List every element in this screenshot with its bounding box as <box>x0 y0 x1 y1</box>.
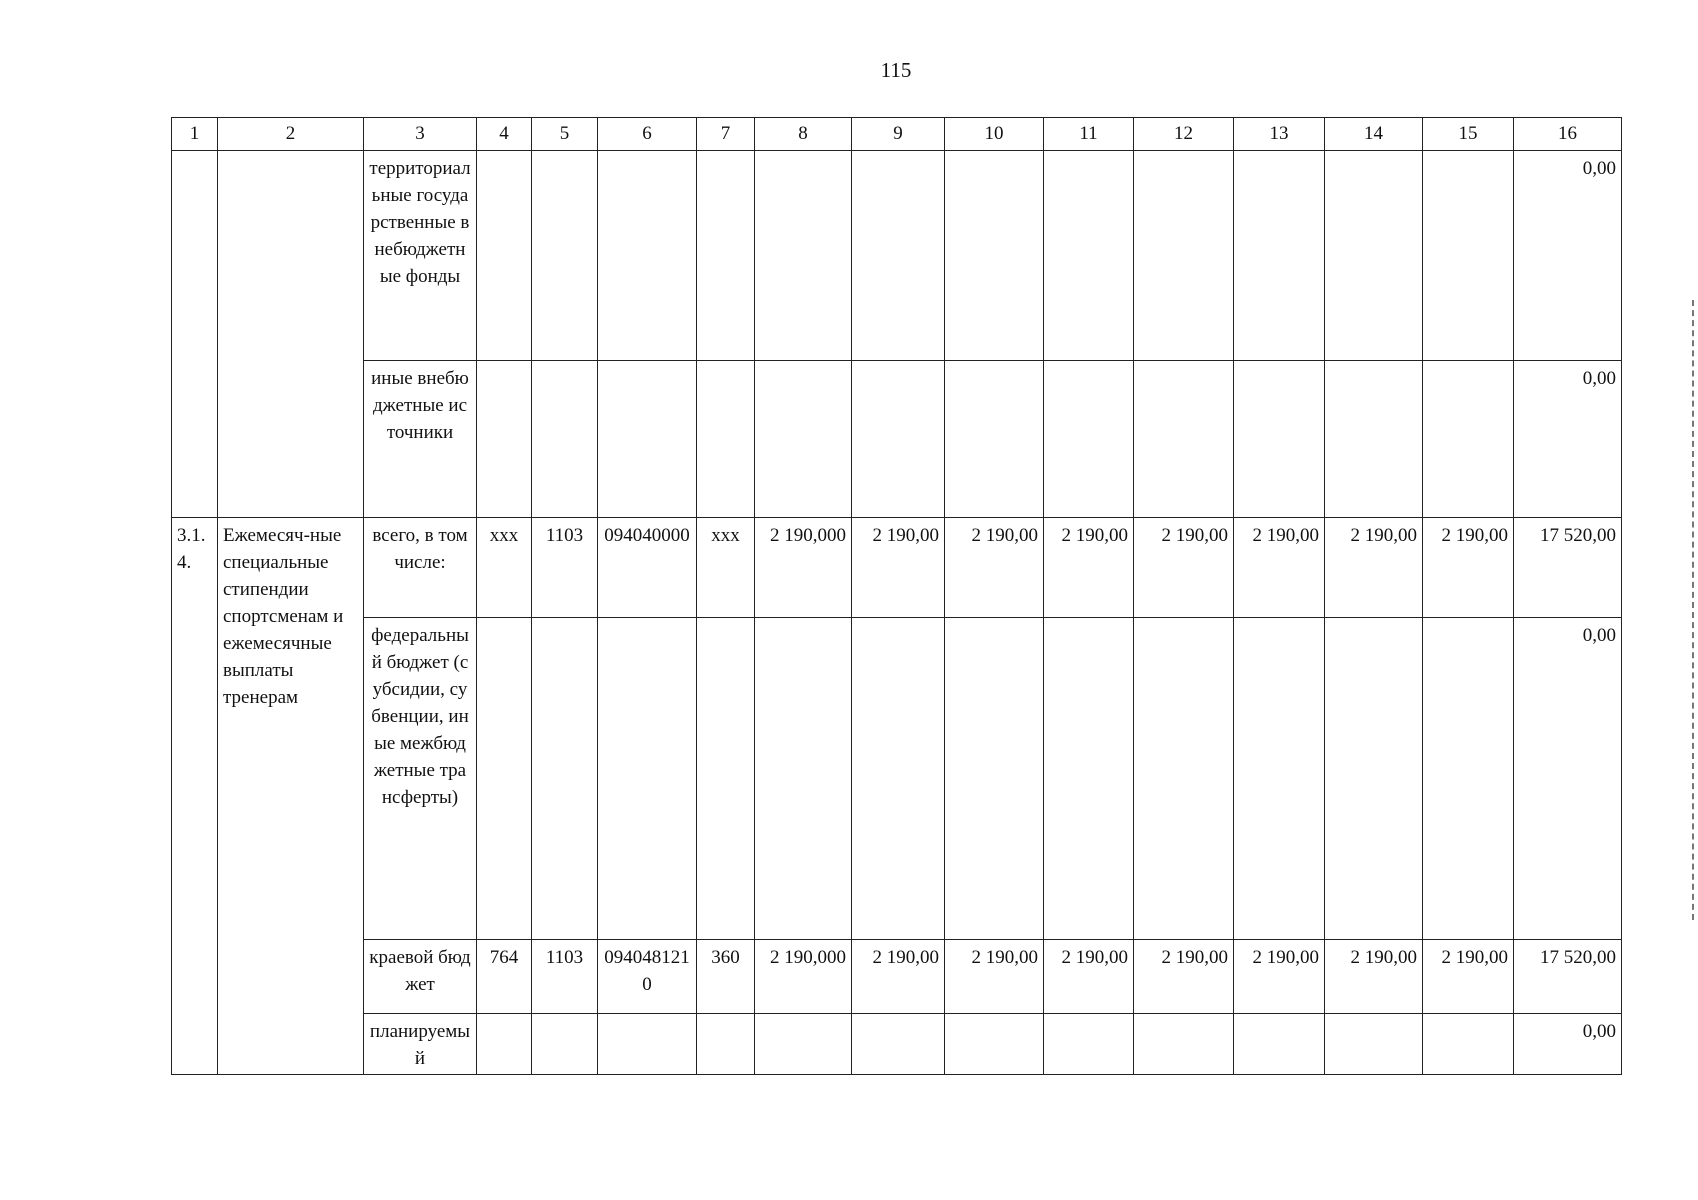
source-label: федеральный бюджет (субсидии, субвенции, иные межбюджетные трансферты) <box>364 618 477 940</box>
amount-cell: 2 190,00 <box>1134 518 1234 618</box>
column-number: 1 <box>172 118 218 151</box>
amount-cell: 2 190,00 <box>1044 518 1134 618</box>
column-number: 11 <box>1044 118 1134 151</box>
cell: ххх <box>697 518 755 618</box>
column-number: 5 <box>532 118 598 151</box>
column-number: 12 <box>1134 118 1234 151</box>
source-label: всего, в том числе: <box>364 518 477 618</box>
amount-cell: 2 190,00 <box>1325 940 1423 1014</box>
table-row <box>172 151 1622 361</box>
amount-cell: 2 190,00 <box>1234 518 1325 618</box>
scan-edge-mark <box>1692 300 1696 920</box>
cell: 0940481210 <box>598 940 697 1014</box>
total-cell: 0,00 <box>1514 361 1622 518</box>
amount-cell: 2 190,00 <box>945 940 1044 1014</box>
total-cell: 0,00 <box>1514 1014 1622 1075</box>
amount-cell: 2 190,00 <box>1134 940 1234 1014</box>
column-number: 16 <box>1514 118 1622 151</box>
empty-cell <box>172 151 218 518</box>
cell: 764 <box>477 940 532 1014</box>
table-row <box>172 1014 1622 1075</box>
column-number: 15 <box>1423 118 1514 151</box>
column-number: 3 <box>364 118 477 151</box>
measure-name: Ежемесяч-ные специальные стипендии спортсменам и ежемесячные выплаты тренерам <box>218 518 364 1075</box>
cell: ххх <box>477 518 532 618</box>
cell: 360 <box>697 940 755 1014</box>
table-row <box>172 618 1622 940</box>
column-number: 10 <box>945 118 1044 151</box>
source-label: планируемый <box>364 1014 477 1075</box>
column-number: 14 <box>1325 118 1423 151</box>
amount-cell: 2 190,00 <box>1325 518 1423 618</box>
amount-cell: 2 190,000 <box>755 518 852 618</box>
total-cell: 17 520,00 <box>1514 518 1622 618</box>
amount-cell: 2 190,000 <box>755 940 852 1014</box>
column-number: 2 <box>218 118 364 151</box>
table-row <box>172 518 1622 618</box>
column-number: 8 <box>755 118 852 151</box>
amount-cell: 2 190,00 <box>1044 940 1134 1014</box>
table-row <box>172 361 1622 518</box>
measure-number: 3.1.4. <box>172 518 218 1075</box>
cell: 1103 <box>532 518 598 618</box>
budget-table <box>171 117 1622 1075</box>
table-row <box>172 940 1622 1014</box>
column-number: 9 <box>852 118 945 151</box>
amount-cell: 2 190,00 <box>1234 940 1325 1014</box>
amount-cell: 2 190,00 <box>945 518 1044 618</box>
amount-cell: 2 190,00 <box>1423 940 1514 1014</box>
empty-cell <box>218 151 364 518</box>
page-number: 115 <box>880 58 912 82</box>
amount-cell: 2 190,00 <box>1423 518 1514 618</box>
column-number: 4 <box>477 118 532 151</box>
column-number: 7 <box>697 118 755 151</box>
column-number: 6 <box>598 118 697 151</box>
column-number: 13 <box>1234 118 1325 151</box>
total-cell: 0,00 <box>1514 151 1622 361</box>
total-cell: 0,00 <box>1514 618 1622 940</box>
amount-cell: 2 190,00 <box>852 518 945 618</box>
cell: 1103 <box>532 940 598 1014</box>
source-label: иные внебюджетные источники <box>364 361 477 518</box>
total-cell: 17 520,00 <box>1514 940 1622 1014</box>
column-numbers-row <box>172 118 1622 151</box>
source-label: территориальные государственные внебюджетные фонды <box>364 151 477 361</box>
cell: 094040000 <box>598 518 697 618</box>
source-label: краевой бюджет <box>364 940 477 1014</box>
amount-cell: 2 190,00 <box>852 940 945 1014</box>
